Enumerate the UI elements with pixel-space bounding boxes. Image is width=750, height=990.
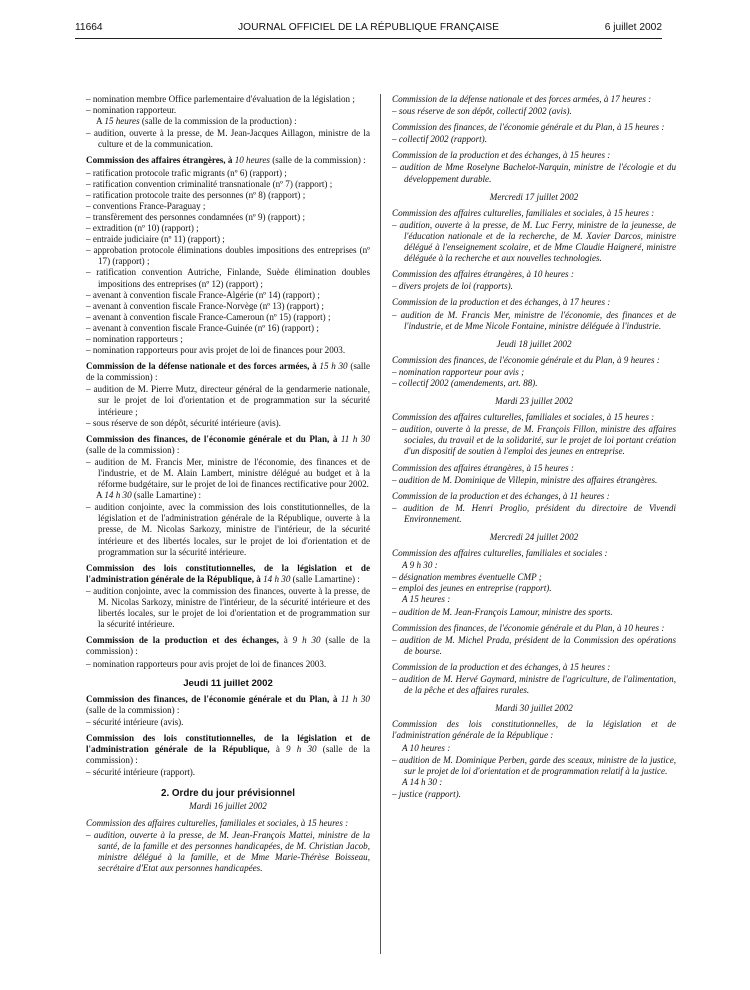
- agenda-item: – avenant à convention fiscale France-Cameroun (nº 15) (rapport) ;: [86, 311, 331, 322]
- agenda-item: – approbation protocole éliminations doubles impositions des entreprises (nº 17) (rapport) ;: [86, 245, 370, 267]
- agenda-item: – entraide judiciaire (nº 11) (rapport) ;: [86, 234, 225, 245]
- committee-heading: Commission des finances, de l'économie générale et du Plan, à 15 heures :: [392, 122, 665, 133]
- agenda-item: – nomination rapporteurs ;: [86, 333, 183, 344]
- session-time: A 15 heures (salle de la commission de la production) :: [96, 116, 297, 127]
- day-heading: Jeudi 18 juillet 2002: [496, 338, 572, 349]
- committee-heading: Commission de la production et des échanges, à 11 heures :: [392, 490, 610, 501]
- session-time: A 14 h 30 :: [402, 776, 443, 787]
- committee-heading: Commission des affaires étrangères, à 15 heures :: [392, 462, 574, 473]
- agenda-item: – audition de M. Francis Mer, ministre de l'économie, des finances et de l'industrie, et de M. Alain Lambert, ministre délégué au budget et à la réforme budgétaire, sur le projet de loi de finances rectificative pour 2002.: [86, 456, 370, 490]
- committee-heading: Commission des finances, de l'économie générale et du Plan, à 10 heures :: [392, 622, 665, 633]
- day-heading: Mercredi 17 juillet 2002: [489, 191, 579, 202]
- agenda-item: – collectif 2002 (rapport).: [392, 134, 487, 145]
- committee-heading: Commission des affaires culturelles, familiales et sociales, à 15 heures :: [392, 207, 655, 218]
- agenda-item: – audition de M. Hervé Gaymard, ministre de l'agriculture, de l'alimentation, de la pêche et des affaires rurales.: [392, 674, 676, 696]
- agenda-item: – audition de M. Dominique Perben, garde des sceaux, ministre de la justice, sur le projet de loi d'orientation et de programmation relatif à la justice.: [392, 754, 676, 776]
- agenda-item: – audition de M. Michel Prada, président de la Commission des opérations de bourse.: [392, 634, 676, 656]
- agenda-item: – audition de M. Henri Proglio, président du directoire de Vivendi Environnement.: [392, 502, 676, 524]
- session-time: A 10 heures :: [402, 742, 451, 753]
- agenda-item: – ratification convention criminalité transnationale (nº 7) (rapport) ;: [86, 178, 333, 189]
- agenda-item: – emploi des jeunes en entreprise (rapport).: [392, 583, 552, 594]
- agenda-item: – nomination rapporteurs pour avis projet de loi de finances 2003.: [86, 658, 327, 669]
- agenda-list: [86, 168, 370, 357]
- agenda-item: – justice (rapport).: [392, 788, 461, 799]
- agenda-item: – audition conjointe, avec la commission des finances, ouverte à la presse, de M. Nicolas Sarkozy, ministre de l'intérieur, de la sécurité intérieure et des libertés locales, sur le projet de loi d'orientation et de programmation sur la sécurité intérieure.: [86, 585, 370, 630]
- day-heading: Jeudi 11 juillet 2002: [183, 677, 273, 689]
- committee-heading: Commission de la défense nationale et des forces armées, à 17 heures :: [392, 94, 652, 104]
- committee-heading: Commission des lois constitutionnelles, de la législation et de l'administration générale de la République :: [392, 719, 676, 741]
- agenda-item: – audition de M. Jean-François Lamour, ministre des sports.: [392, 606, 613, 617]
- agenda-item: – sécurité intérieure (avis).: [86, 716, 184, 727]
- header-rule: [75, 38, 662, 39]
- left-column: [86, 94, 370, 874]
- agenda-item: – audition, ouverte à la presse, de M. François Fillon, ministre des affaires sociales, du travail et de la solidarité, sur le projet de loi portant création d'un dispositif de soutien à l'emploi des jeunes en entreprise.: [392, 424, 676, 457]
- agenda-item: – audition, ouverte à la presse, de M. Luc Ferry, ministre de la jeunesse, de l'éducation nationale et de la recherche, de M. Xavier Darcos, ministre délégué à l'enseignement scolaire, et de Mme Claudie Haigneré, ministre déléguée à la recherche et aux nouvelles technologies.: [392, 219, 676, 264]
- issue-date: 6 juillet 2002: [604, 22, 662, 33]
- agenda-item: – divers projets de loi (rapports).: [392, 281, 513, 292]
- right-column: [392, 94, 676, 800]
- committee-heading: Commission de la production et des échanges, à 17 heures :: [392, 297, 611, 308]
- day-heading: Mardi 30 juillet 2002: [495, 703, 573, 714]
- session-time: A 15 heures :: [402, 594, 451, 605]
- agenda-item: – ratification protocole trafic migrants (nº 6) (rapport) ;: [86, 167, 287, 178]
- agenda-item: – audition de Mme Roselyne Bachelot-Narquin, ministre de l'écologie et du développement durable.: [392, 162, 676, 184]
- agenda-item: – désignation membres éventuelle CMP ;: [392, 572, 542, 583]
- committee-heading: Commission de la production et des échanges, à 15 heures :: [392, 661, 611, 672]
- day-heading: Mardi 23 juillet 2002: [495, 396, 573, 407]
- session-time: A 9 h 30 :: [402, 560, 438, 571]
- committee-heading: Commission des affaires étrangères, à 10 heures :: [392, 269, 574, 280]
- committee-heading: Commission des lois constitutionnelles, de la législation et de l'administration générale de la République, à 14 h 30 (salle Lamartine) :: [86, 562, 370, 584]
- agenda-item: – nomination rapporteur.: [86, 105, 177, 116]
- page-number: 11664: [75, 22, 103, 33]
- agenda-item: – collectif 2002 (amendements, art. 88).: [392, 377, 538, 388]
- day-heading: Mercredi 24 juillet 2002: [489, 532, 579, 542]
- committee-heading: Commission de la production et des échanges, à 15 heures :: [392, 150, 611, 161]
- session-time: A 14 h 30 (salle Lamartine) :: [96, 490, 202, 501]
- agenda-item: – nomination membre Office parlementaire d'évaluation de la législation ;: [86, 94, 355, 104]
- agenda-item: – avenant à convention fiscale France-Norvège (nº 13) (rapport) ;: [86, 300, 324, 311]
- agenda-item: – audition de M. Pierre Mutz, directeur général de la gendarmerie nationale, sur le projet de loi d'orientation et de programmation sur la sécurité intérieure ;: [86, 384, 370, 417]
- committee-heading: Commission des lois constitutionnelles, de la législation et de l'administration générale de la République, à 9 h 30 (salle de la commission) :: [86, 732, 370, 766]
- agenda-item: – sécurité intérieure (rapport).: [86, 767, 196, 778]
- column-divider: [380, 94, 381, 954]
- committee-heading: Commission des finances, de l'économie générale et du Plan, à 9 heures :: [392, 354, 660, 365]
- agenda-item: – nomination rapporteur pour avis ;: [392, 366, 525, 377]
- committee-heading: Commission de la production et des échanges, à 9 h 30 (salle de la commission) :: [86, 635, 370, 657]
- journal-title: JOURNAL OFFICIEL DE LA RÉPUBLIQUE FRANÇAISE: [237, 22, 500, 33]
- agenda-item: – conventions France-Paraguay ;: [86, 200, 206, 211]
- agenda-item: – audition, ouverte à la presse, de M. Jean-François Mattei, ministre de la santé, de la famille et des personnes handicapées, de M. Christian Jacob, ministre délégué à la famille, et de Mme Marie-Thérèse Boisseau, secrétaire d'Etat aux personnes handicapées.: [86, 829, 370, 873]
- agenda-item: – audition de M. Francis Mer, ministre de l'économie, des finances et de l'industrie, et de Mme Nicole Fontaine, ministre déléguée à l'industrie.: [392, 309, 676, 331]
- page-header: [75, 22, 662, 36]
- agenda-item: – audition conjointe, avec la commission des lois constitutionnelles, de la législation et de l'administration générale de la République, ouverte à la presse, de M. Nicolas Sarkozy, ministre de l'intérieur, de la sécurité intérieure et des libertés locales, sur le projet de loi d'orientation et de programmation sur la sécurité intérieure.: [86, 502, 370, 557]
- section-heading: 2. Ordre du jour prévisionnel: [161, 788, 295, 800]
- committee-heading: Commission des affaires culturelles, familiales et sociales, à 15 heures :: [392, 412, 655, 423]
- agenda-item: – transfèrement des personnes condamnées (nº 9) (rapport) ;: [86, 211, 305, 222]
- agenda-item: – sous réserve de son dépôt, sécurité intérieure (avis).: [86, 417, 281, 428]
- committee-heading: Commission des finances, de l'économie générale et du Plan, à 11 h 30 (salle de la commission) :: [86, 693, 370, 715]
- agenda-item: – ratification protocole traite des personnes (nº 8) (rapport) ;: [86, 189, 306, 200]
- committee-heading: Commission des finances, de l'économie générale et du Plan, à 11 h 30 (salle de la commission) :: [86, 433, 370, 455]
- agenda-item: – audition de M. Dominique de Villepin, ministre des affaires étrangères.: [392, 474, 658, 485]
- committee-heading: Commission de la défense nationale et des forces armées, à 15 h 30 (salle de la commission) :: [86, 361, 371, 383]
- committee-heading: Commission des affaires culturelles, familiales et sociales, à 15 heures :: [86, 817, 349, 828]
- committee-heading: Commission des affaires culturelles, familiales et sociales :: [392, 548, 608, 559]
- agenda-item: – ratification convention Autriche, Finlande, Suède élimination doubles impositions des entreprises (nº 12) (rapport) ;: [86, 267, 370, 289]
- committee-heading: Commission des affaires étrangères, à 10 heures (salle de la commission) :: [86, 155, 366, 166]
- agenda-item: – nomination rapporteurs pour avis projet de loi de finances pour 2003.: [86, 345, 346, 356]
- agenda-item: – avenant à convention fiscale France-Guinée (nº 16) (rapport) ;: [86, 322, 319, 333]
- agenda-item: – audition, ouverte à la presse, de M. Jean-Jacques Aillagon, ministre de la culture et de la communication.: [86, 128, 370, 150]
- day-heading: Mardi 16 juillet 2002: [189, 801, 267, 812]
- agenda-item: – sous réserve de son dépôt, collectif 2002 (avis).: [392, 106, 572, 117]
- agenda-item: – avenant à convention fiscale France-Algérie (nº 14) (rapport) ;: [86, 289, 320, 300]
- agenda-item: – extradition (nº 10) (rapport) ;: [86, 223, 199, 234]
